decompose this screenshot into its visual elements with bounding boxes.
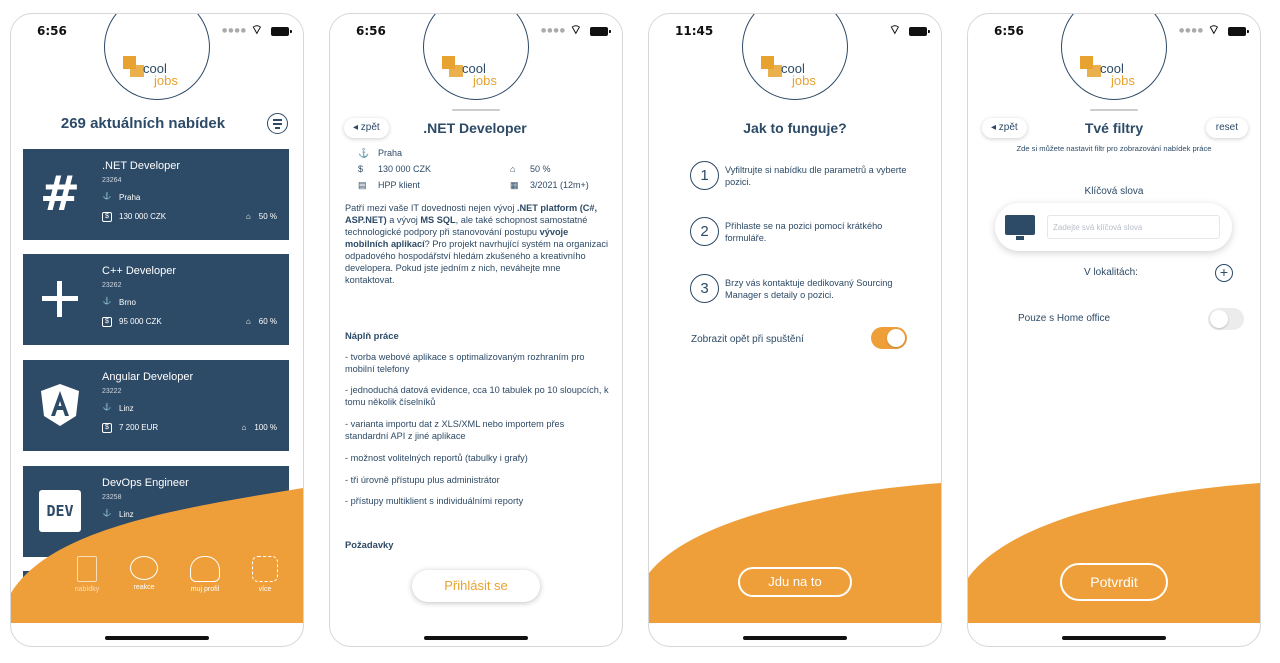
home-icon: ⌂ [241,423,247,432]
page-title: Tvé filtry [1084,120,1144,136]
signal-icon: ●●●● [541,27,566,34]
list-item: - tři úrovně přístupu plus administrátor [345,475,500,485]
plus-icon [37,276,83,322]
angular-icon [37,382,83,428]
page-title: Jak to funguje? [743,120,847,136]
job-title: .NET Developer [102,160,181,172]
wifi-icon: ⌔ [1207,23,1220,38]
coolјobs-logo [123,56,193,92]
bottom-wave [649,483,941,623]
list-item: - tvorba webové aplikace s optimalizovaným rozhraním pro mobilní telefony [345,352,585,374]
list-item: - varianta importu dat z XLS/XML nebo importem přes standardní API z jiné aplikace [345,419,565,441]
anchor-icon: ⚓ [102,404,112,411]
list-item: - jednoduchá datová evidence, cca 10 tabulek po 10 sloupcích, k tomu několik číselníků [345,385,609,407]
wifi-icon: ⌔ [888,23,901,38]
job-title: C++ Developer [102,265,176,277]
cooljobs-logo [442,56,512,92]
wifi-icon: ⌔ [569,23,582,38]
home-icon: ⌂ [245,212,251,221]
calendar-icon: ▦ [510,180,519,190]
job-title: DevOps Engineer [102,477,189,489]
step-number: 2 [690,217,719,246]
bottom-nav [11,556,303,604]
job-location: ⚓ Praha [102,193,141,203]
status-time: 11:45 [675,24,714,38]
home-icon: ⌂ [245,317,251,326]
job-location: ⚓ Linz [102,404,134,414]
bottom-wave [968,483,1260,623]
locations-label: V lokalitách: [1084,267,1138,278]
back-button[interactable]: ◂ zpět [982,118,1027,138]
cooljobs-logo [761,56,831,92]
job-location: ⚓ Brno [102,298,136,308]
document-icon [77,556,97,582]
anchor-icon: ⚓ [102,193,112,200]
job-id: 23258 [102,494,122,501]
battery-icon [909,27,927,36]
logo-text-jobs: jobs [154,73,178,88]
profile-cloud-icon [190,556,220,582]
drag-handle[interactable] [452,109,500,111]
start-button[interactable]: Jdu na to [738,567,852,597]
job-title: .NET Developer [423,120,527,136]
logo-text-jobs: jobs [1111,73,1135,88]
filter-icon[interactable] [267,113,288,134]
step-text: Přihlaste se na pozici pomocí krátkého formuláře. [725,221,883,243]
home-indicator [105,636,209,640]
cooljobs-logo [1080,56,1150,92]
back-button[interactable]: ◂ zpět [344,118,389,138]
job-salary: $ 130 000 CZK [358,164,432,174]
apply-button[interactable]: Přihlásit se [412,570,540,602]
job-description: Patří mezi vaše IT dovednosti nejen vývoj .NET platform (C#, ASP.NET) a vývoj MS SQL, ale také schopnost samostatné technologické podpory při stanovování postupu vývoje mobilních aplikací? Pro projekt navrhující systém na organizaci odpadového hospodářství hledám zkušeného a kreativního developera. Pokud jste jedním z nich, neváhejte mne kontaktovat. [345,203,608,285]
nav-item-profile[interactable]: muj profil [180,556,230,593]
job-card[interactable] [23,360,289,451]
battery-icon [271,27,289,36]
signal-icon: ●●●● [222,27,247,34]
money-icon: $ [358,164,364,174]
section-heading-work: Náplň práce [345,330,399,341]
job-card[interactable] [23,254,289,345]
home-icon: ⌂ [510,164,516,174]
job-percent: ⌂ 50 % [510,164,551,174]
keywords-label: Klíčová slova [1084,186,1144,197]
list-item: - možnost volitelných reportů (tabulky i grafy) [345,453,528,463]
battery-icon [1228,27,1246,36]
logo-text-cool: cool [143,61,167,76]
job-card[interactable] [23,149,289,240]
job-percent: ⌂ 50 % [245,212,277,221]
hashtag-icon: # [39,166,81,222]
job-percent: ⌂ 100 % [241,423,277,432]
job-id: 23222 [102,388,122,395]
dev-icon: DEV [37,488,83,534]
show-again-label: Zobrazit opět při spuštění [691,334,804,345]
home-indicator [743,636,847,640]
job-location: ⚓ Linz [102,510,134,520]
home-office-label: Pouze s Home office [1018,313,1111,324]
face-scan-icon [252,556,278,582]
chat-icon [130,556,158,580]
home-indicator [1062,636,1166,640]
status-time: 6:56 [356,24,386,38]
money-icon: $ [102,423,112,433]
job-date: ▦ 3/2021 (12m+) [510,180,589,190]
reset-button[interactable]: reset [1206,118,1248,138]
job-contract: ▤ HPP klient [358,180,420,190]
job-title: Angular Developer [102,371,194,383]
status-time: 6:56 [37,24,67,38]
logo-text-cool: cool [462,61,486,76]
logo-text-cool: cool [781,61,805,76]
job-id: 23264 [102,177,122,184]
step-number: 1 [690,161,719,190]
job-id: 23262 [102,282,122,289]
nav-item-more[interactable]: více [240,556,290,593]
signal-icon: ●●●● [1179,27,1204,34]
anchor-icon: ⚓ [102,298,112,305]
logo-text-jobs: jobs [792,73,816,88]
page-subtitle: Zde si můžete nastavit filtr pro zobrazování nabídek práce [1016,144,1212,153]
logo-text-jobs: jobs [473,73,497,88]
show-again-toggle[interactable] [871,327,907,349]
drag-handle[interactable] [1090,109,1138,111]
step-number: 3 [690,274,719,303]
home-indicator [424,636,528,640]
document-icon: ▤ [358,180,367,190]
monitor-icon [1005,215,1035,235]
section-heading-requirements: Požadavky [345,539,394,550]
step-text: Brzy vás kontaktuje dedikovaný Sourcing Manager s detaily o pozici. [725,278,893,300]
job-salary: $ 95 000 CZK [102,317,162,327]
job-percent: ⌂ 60 % [245,317,277,326]
money-icon: $ [102,212,112,222]
step-text: Vyfiltrujte si nabídku dle parametrů a vyberte pozici. [725,165,907,187]
wifi-icon: ⌔ [250,23,263,38]
anchor-icon: ⚓ [102,510,112,517]
phone-filters [967,13,1261,647]
status-time: 6:56 [994,24,1024,38]
page-title: 269 aktuálních nabídek [60,115,226,132]
phone-job-detail [329,13,623,647]
keywords-input[interactable] [1047,215,1220,239]
list-item: - přístupy multiklient s individuálními reporty [345,496,524,506]
job-salary: $ 7 200 EUR [102,423,158,433]
logo-text-cool: cool [1100,61,1124,76]
phone-job-list [10,13,304,647]
keywords-box [995,203,1232,251]
add-location-icon[interactable]: + [1215,264,1233,282]
anchor-icon: ⚓ [358,148,370,158]
home-office-toggle[interactable] [1208,308,1244,330]
nav-item-reactions[interactable]: reakce [119,556,169,591]
job-location: ⚓ Praha [358,148,403,158]
phone-how-it-works [648,13,942,647]
nav-item-offers[interactable]: nabídky [62,556,112,593]
battery-icon [590,27,608,36]
confirm-button[interactable]: Potvrdit [1060,563,1168,601]
money-icon: $ [102,317,112,327]
job-salary: $ 130 000 CZK [102,212,166,222]
